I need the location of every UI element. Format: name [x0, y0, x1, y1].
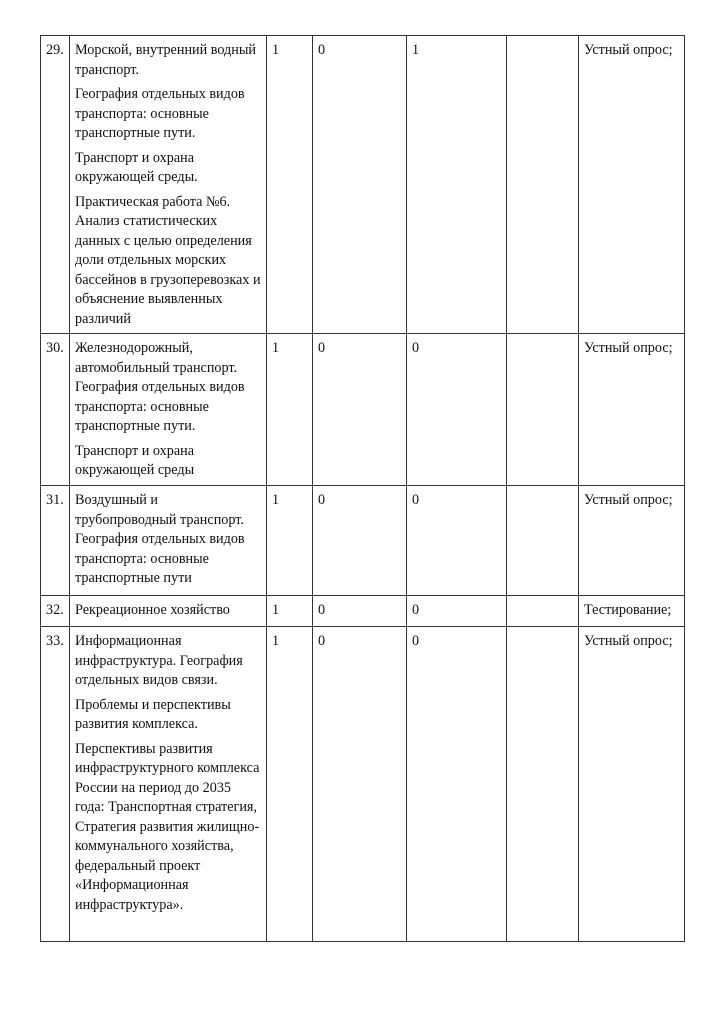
control-form: Устный опрос;	[579, 36, 685, 334]
row-number: 32.	[41, 596, 70, 627]
table-row	[41, 627, 685, 942]
topic-line: Транспорт и охрана окружающей среды.	[75, 149, 198, 185]
topic-line: Практическая работа №6. Анализ статистических данных с целью определения доли отдельных морских бассейнов в грузоперевозках и объяснение выявленных различий	[75, 193, 261, 327]
study-date	[507, 596, 579, 627]
row-number: 33.	[41, 627, 70, 942]
practical-works: 0	[407, 334, 507, 486]
control-works: 0	[313, 334, 407, 486]
table-row	[41, 486, 685, 596]
topic-line: Рекреационное хозяйство	[75, 602, 230, 618]
row-number: 31.	[41, 486, 70, 596]
table-row	[41, 334, 685, 486]
lesson-topic	[70, 596, 267, 627]
topic-line: Информационная инфраструктура. География отдельных видов связи.	[75, 633, 243, 688]
row-number: 29.	[41, 36, 70, 334]
total-hours: 1	[267, 334, 313, 486]
topic-line: Транспорт и охрана окружающей среды	[75, 442, 195, 478]
lesson-topic	[70, 36, 267, 334]
topic-line: Проблемы и перспективы развития комплекса.	[75, 696, 231, 732]
study-date	[507, 627, 579, 942]
table-row	[41, 36, 685, 334]
practical-works: 0	[407, 596, 507, 627]
topic-line: Железнодорожный, автомобильный транспорт. География отдельных видов транспорта: основные транспортные пути.	[75, 340, 245, 434]
total-hours: 1	[267, 596, 313, 627]
control-works: 0	[313, 486, 407, 596]
total-hours: 1	[267, 486, 313, 596]
practical-works: 0	[407, 627, 507, 942]
table-row	[41, 596, 685, 627]
control-works: 0	[313, 627, 407, 942]
topic-line: География отдельных видов транспорта: основные транспортные пути.	[75, 86, 245, 141]
topic-line: Морской, внутренний водный транспорт.	[75, 42, 256, 78]
lesson-topic	[70, 627, 267, 942]
control-form: Устный опрос;	[579, 627, 685, 942]
topic-line: Воздушный и трубопроводный транспорт. География отдельных видов транспорта: основные транспортные пути	[75, 492, 245, 586]
practical-works: 1	[407, 36, 507, 334]
total-hours: 1	[267, 627, 313, 942]
lesson-topic	[70, 334, 267, 486]
control-works: 0	[313, 596, 407, 627]
lesson-topic	[70, 486, 267, 596]
row-number: 30.	[41, 334, 70, 486]
study-date	[507, 334, 579, 486]
study-date	[507, 36, 579, 334]
practical-works: 0	[407, 486, 507, 596]
total-hours: 1	[267, 36, 313, 334]
control-form: Устный опрос;	[579, 486, 685, 596]
control-form: Устный опрос;	[579, 334, 685, 486]
topic-line: Перспективы развития инфраструктурного комплекса России на период до 2035 года: Транспортная стратегия, Стратегия развития жилищно-коммунального хозяйства, федеральный проект «Информационная инфраструктура».	[75, 740, 260, 913]
lesson-plan-table	[40, 35, 685, 942]
control-works: 0	[313, 36, 407, 334]
study-date	[507, 486, 579, 596]
control-form: Тестирование;	[579, 596, 685, 627]
